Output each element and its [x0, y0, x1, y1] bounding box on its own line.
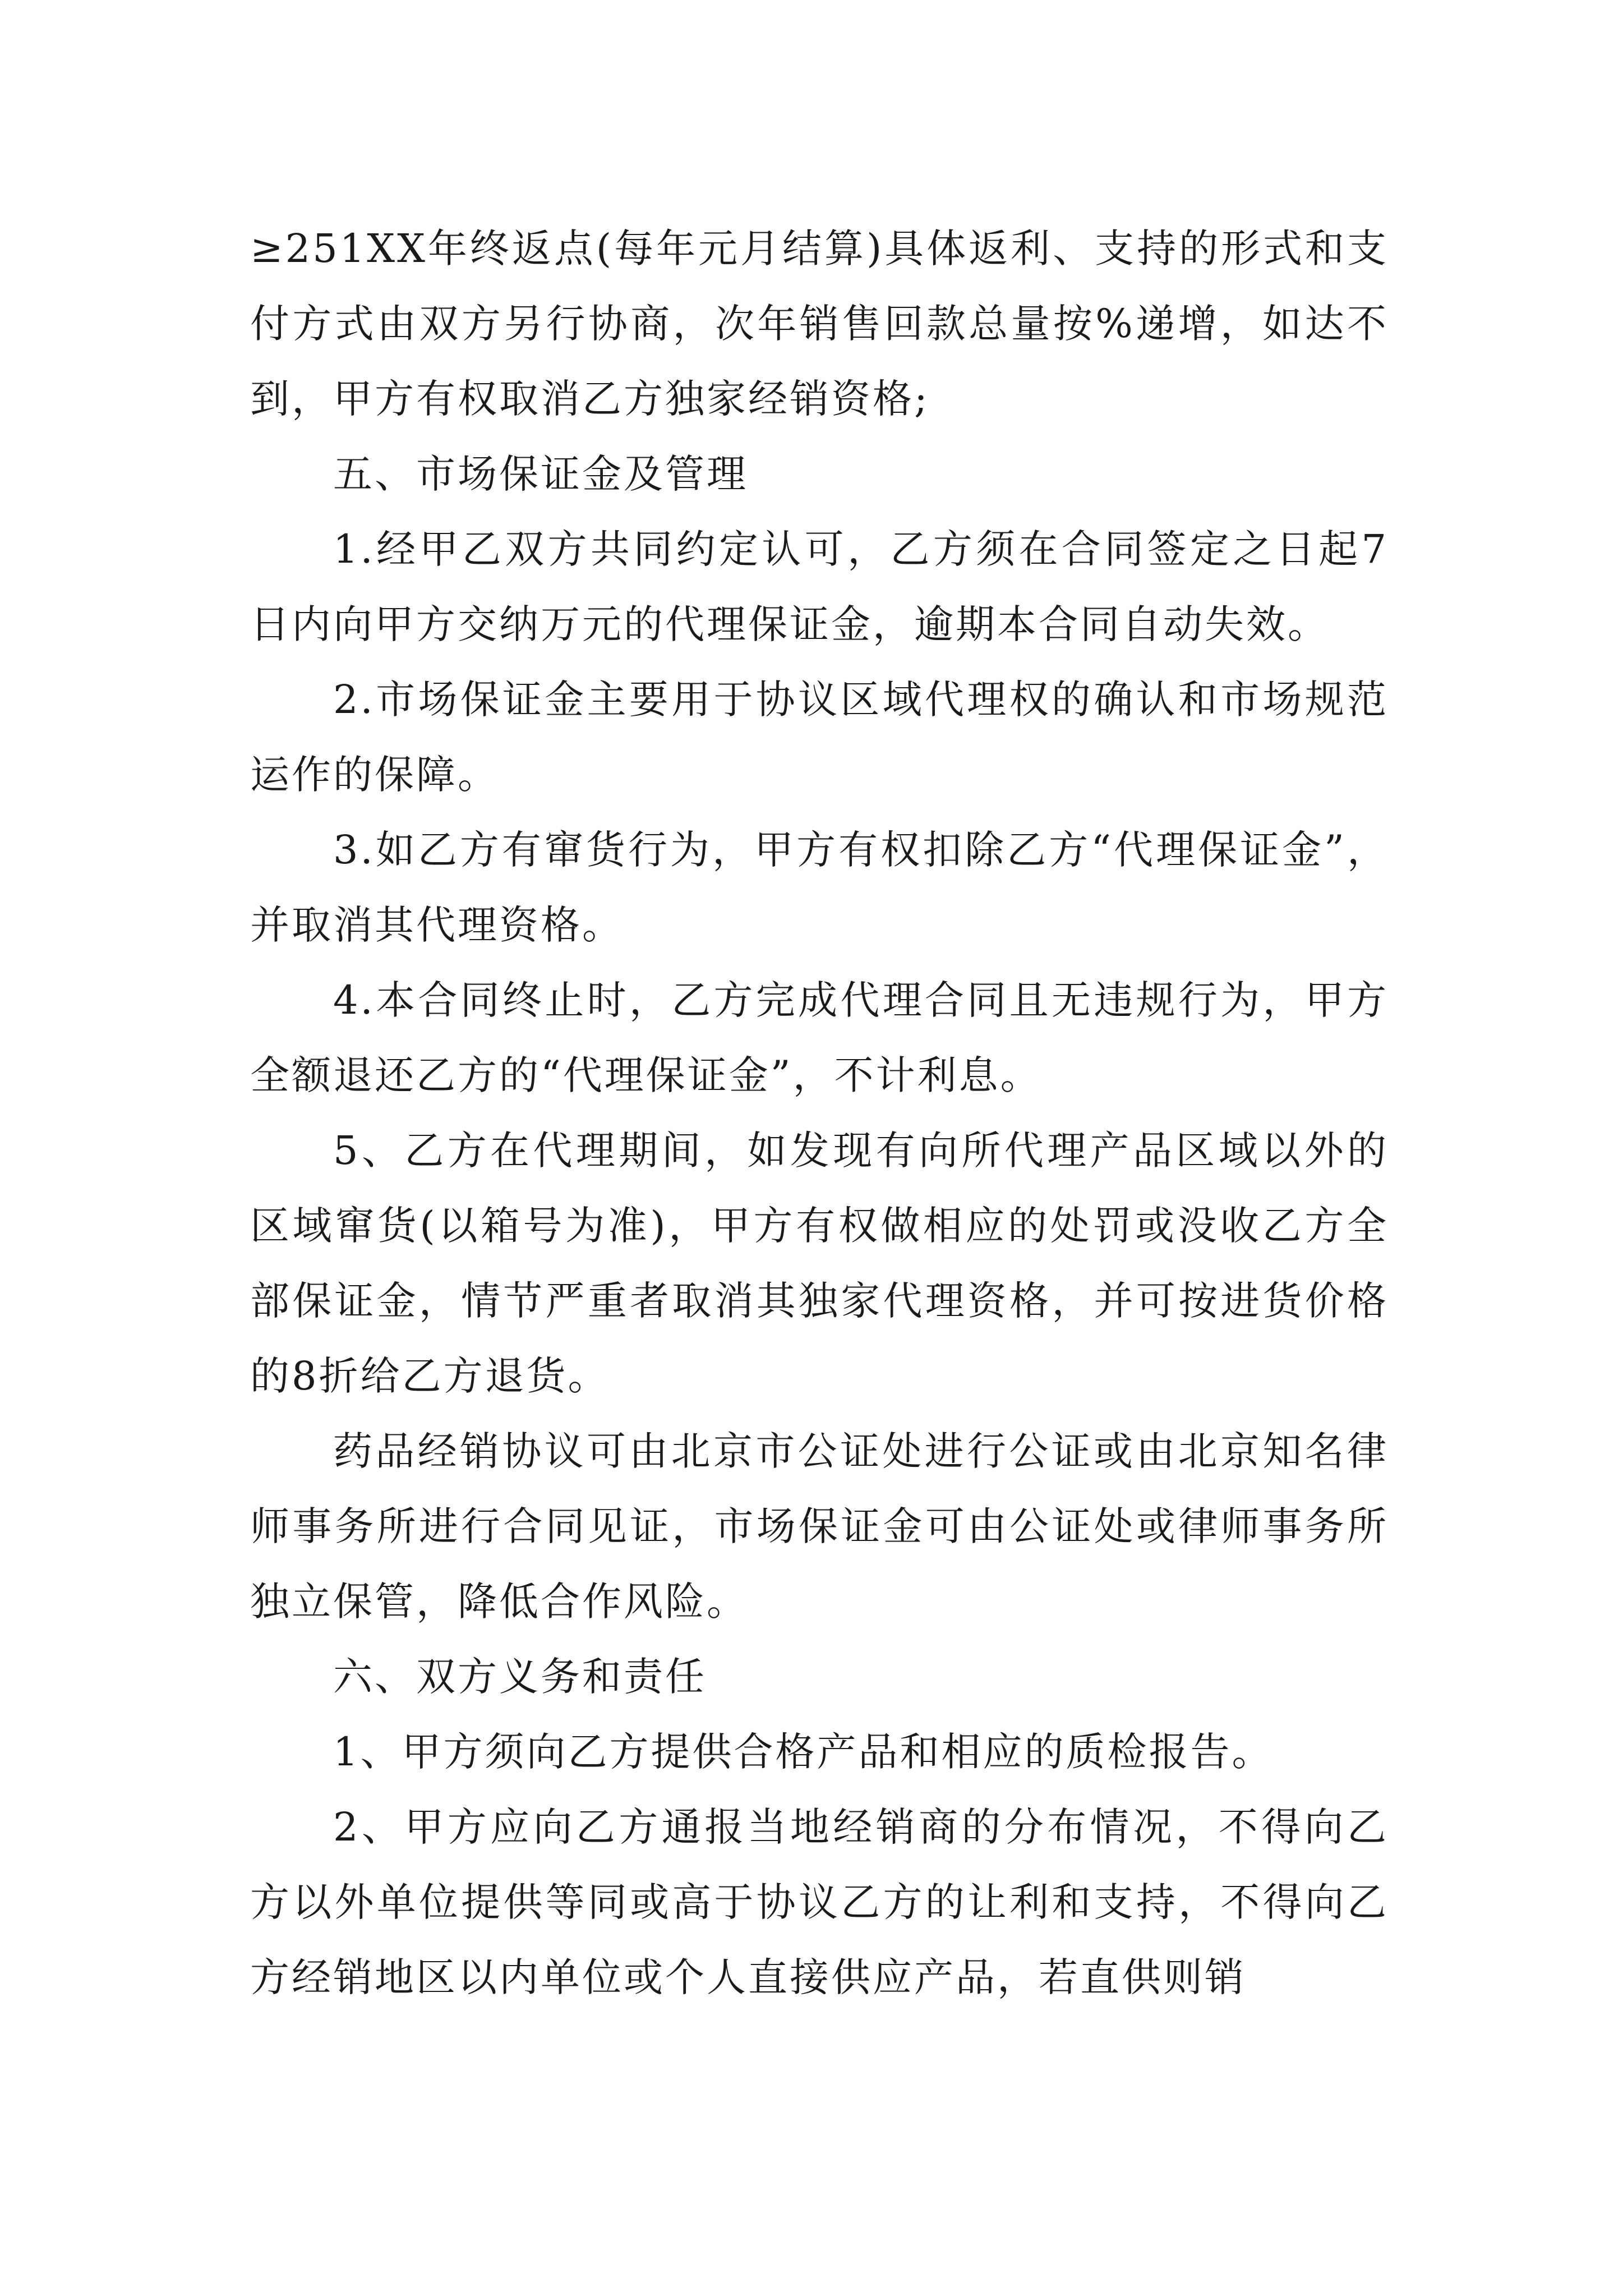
paragraph-deposit-1: 1.经甲乙双方共同约定认可，乙方须在合同签定之日起7日内向甲方交纳万元的代理保证金，逾期本合同自动失效。 — [250, 526, 1389, 647]
document-body — [250, 211, 1389, 2015]
paragraph-obligation-1: 1、甲方须向乙方提供合格产品和相应的质检报告。 — [333, 1729, 1274, 1775]
paragraph-notary: 药品经销协议可由北京市公证处进行公证或由北京知名律师事务所进行合同见证，市场保证金可由公证处或律师事务所独立保管，降低合作风险。 — [250, 1428, 1389, 1625]
paragraph-obligation-2: 2、甲方应向乙方通报当地经销商的分布情况，不得向乙方以外单位提供等同或高于协议乙方的让利和支持，不得向乙方经销地区以内单位或个人直接供应产品，若直供则销 — [250, 1804, 1389, 2000]
paragraph-deposit-2: 2.市场保证金主要用于协议区域代理权的确认和市场规范运作的保障。 — [250, 677, 1389, 798]
section-heading-deposit: 五、市场保证金及管理 — [333, 451, 748, 497]
paragraph-deposit-5: 5、乙方在代理期间，如发现有向所代理产品区域以外的区域窜货(以箱号为准)，甲方有权做相应的处罚或没收乙方全部保证金，情节严重者取消其独家代理资格，并可按进货价格的8折给乙方退货。 — [250, 1128, 1389, 1399]
paragraph-deposit-4: 4.本合同终止时，乙方完成代理合同且无违规行为，甲方全额退还乙方的“代理保证金”，不计利息。 — [250, 977, 1389, 1098]
section-heading-obligations: 六、双方义务和责任 — [333, 1654, 707, 1700]
paragraph-rebate-terms: ≥251XX年终返点(每年元月结算)具体返利、支持的形式和支付方式由双方另行协商，次年销售回款总量按%递增，如达不到，甲方有权取消乙方独家经销资格; — [250, 226, 1389, 422]
paragraph-deposit-3: 3.如乙方有窜货行为，甲方有权扣除乙方“代理保证金”，并取消其代理资格。 — [250, 827, 1389, 948]
